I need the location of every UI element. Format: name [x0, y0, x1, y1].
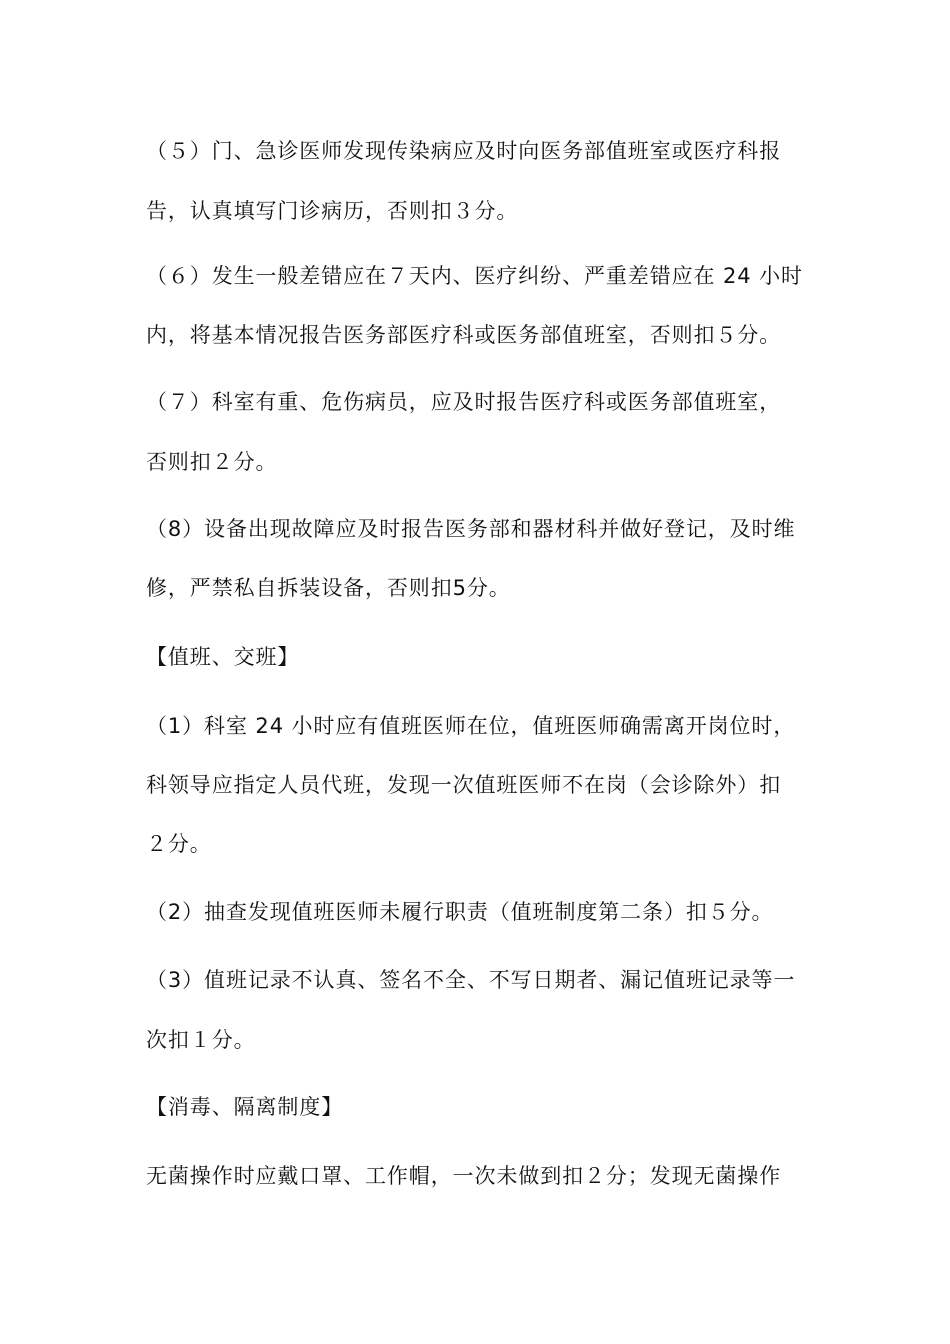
text-line: （1）科室 24 小时应有值班医师在位，值班医师确需离开岗位时，	[146, 714, 796, 738]
text-line: 否则扣２分。	[146, 450, 278, 474]
text-line: 修，严禁私自拆装设备，否则扣5分。	[146, 576, 511, 600]
text-line: ２分。	[146, 832, 212, 856]
text-line: 告，认真填写门诊病历，否则扣３分。	[146, 199, 519, 223]
text-line: 无菌操作时应戴口罩、工作帽，一次未做到扣２分；发现无菌操作	[146, 1164, 782, 1188]
section-heading-duty: 【值班、交班】	[146, 645, 300, 669]
text-line: （７）科室有重、危伤病员，应及时报告医疗科或医务部值班室，	[146, 390, 782, 414]
text-line: 次扣１分。	[146, 1028, 256, 1052]
text-line: 内，将基本情况报告医务部医疗科或医务部值班室，否则扣５分。	[146, 323, 782, 347]
section-heading-disinfection: 【消毒、隔离制度】	[146, 1095, 344, 1119]
text-line: （3）值班记录不认真、签名不全、不写日期者、漏记值班记录等一	[146, 968, 796, 992]
text-line: （６）发生一般差错应在７天内、医疗纠纷、严重差错应在 24 小时	[146, 264, 803, 288]
text-line: 科领导应指定人员代班，发现一次值班医师不在岗（会诊除外）扣	[146, 773, 782, 797]
text-line: （2）抽查发现值班医师未履行职责（值班制度第二条）扣５分。	[146, 900, 774, 924]
text-line: （５）门、急诊医师发现传染病应及时向医务部值班室或医疗科报	[146, 139, 782, 163]
text-line: （8）设备出现故障应及时报告医务部和器材科并做好登记，及时维	[146, 517, 796, 541]
